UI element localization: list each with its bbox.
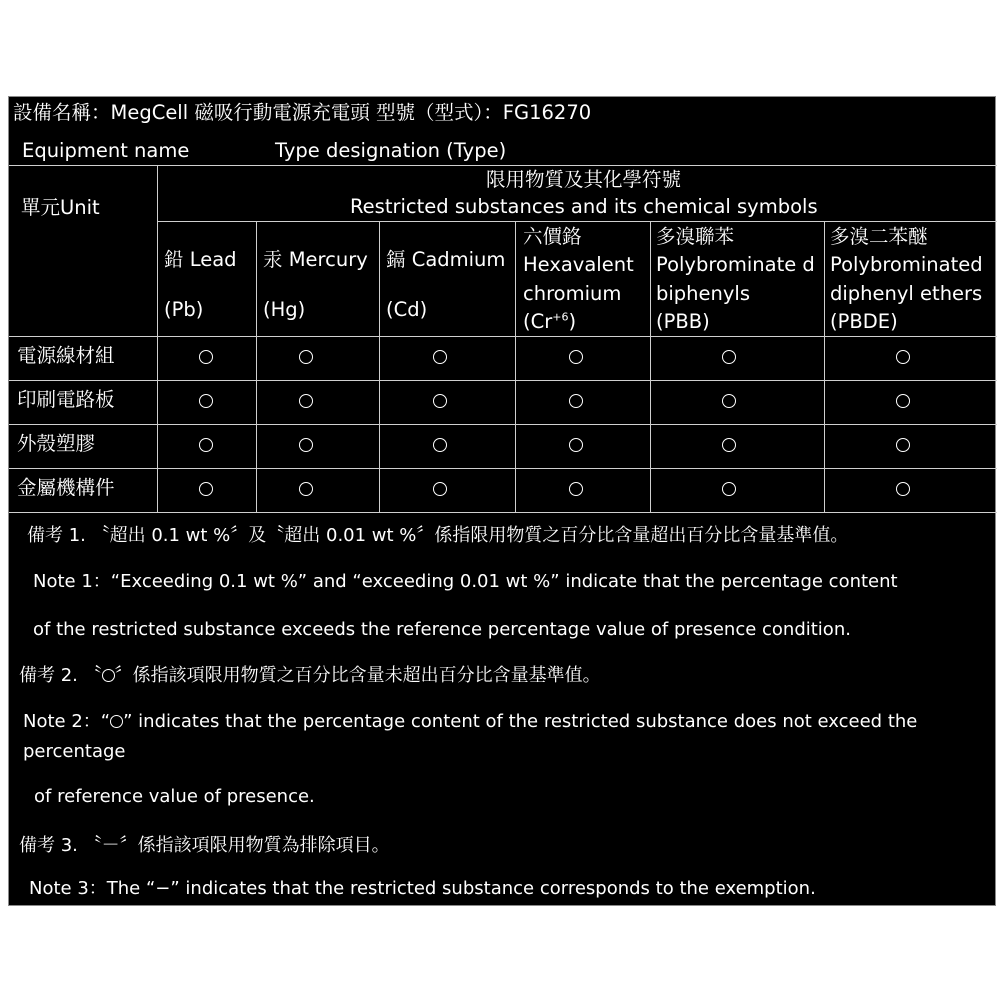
circle-mark [896, 482, 910, 496]
col-pbde-zh: 多溴二苯醚 [830, 225, 928, 248]
col-pbb-zh: 多溴聯苯 [656, 225, 735, 248]
equipment-line: 設備名稱：MegCell 磁吸行動電源充電頭 型號（型式）：FG16270 [13, 101, 592, 124]
circle-mark [433, 438, 447, 452]
grid-line [157, 165, 158, 512]
col-cadmium-label: 鎘 Cadmium [386, 248, 506, 271]
circle-mark [199, 394, 213, 408]
col-chromium-symbol: $(Cr^{+6})$ [523, 310, 577, 333]
circle-mark [569, 350, 583, 364]
circle-mark [569, 394, 583, 408]
col-pbde-line3: diphenyl ethers [830, 282, 983, 305]
col-lead-symbol: (Pb) [164, 298, 204, 321]
col-pbb-symbol: (PBB) [656, 310, 710, 333]
col-chromium-line3: chromium [523, 282, 622, 305]
circle-mark [199, 482, 213, 496]
grid-line [824, 221, 825, 512]
note2-zh: 備考 2. 〝 〞係指該項限用物質之百分比含量未超出百分比含量基準值。 [19, 665, 601, 686]
note2-en-line1: Note 2：“ ” indicates that the percentage content of the restricted substance does not exceed the [23, 711, 918, 732]
note1-zh: 備考 1. 〝超出 0.1 wt %〞及〝超出 0.01 wt %〞係指限用物質之百分比含量超出百分比含量基準值。 [27, 525, 849, 546]
circle-mark [433, 482, 447, 496]
grid-line [9, 512, 997, 513]
col-lead-label: 鉛 Lead [164, 248, 237, 271]
circle-mark [299, 438, 313, 452]
col-pbde-line2: Polybrominated [830, 253, 983, 276]
circle-mark [199, 350, 213, 364]
restricted-title-zh: 限用物質及其化學符號 [486, 168, 682, 191]
col-chromium-zh: 六價鉻 [523, 225, 582, 248]
circle-symbol-icon [110, 715, 123, 728]
equipment-name-label: Equipment name [22, 139, 190, 162]
note2-en-line2: percentage [23, 741, 126, 762]
circle-mark [722, 394, 736, 408]
row-label-plastic-case: 外殼塑膠 [17, 432, 96, 455]
circle-mark [433, 394, 447, 408]
circle-mark [433, 350, 447, 364]
unit-header: 單元Unit [21, 196, 100, 219]
col-mercury-label: 汞 Mercury [263, 248, 368, 271]
circle-mark [199, 438, 213, 452]
col-chromium-line2: Hexavalent [523, 253, 634, 276]
circle-mark [722, 438, 736, 452]
col-mercury-symbol: (Hg) [263, 298, 306, 321]
rohs-declaration [8, 96, 996, 906]
grid-line [515, 221, 516, 512]
note2-en-line3: of reference value of presence. [34, 786, 315, 807]
circle-mark [569, 482, 583, 496]
col-pbb-line2: Polybrominate d [656, 253, 815, 276]
circle-mark [722, 350, 736, 364]
row-label-power-cable: 電源線材組 [17, 344, 115, 367]
grid-line [650, 221, 651, 512]
circle-symbol-icon [102, 669, 115, 682]
note3-zh: 備考 3. 〝－〞係指該項限用物質為排除項目。 [19, 835, 390, 856]
circle-mark [896, 438, 910, 452]
circle-mark [299, 482, 313, 496]
col-cadmium-symbol: (Cd) [386, 298, 428, 321]
grid-line [379, 221, 380, 512]
col-pbde-symbol: (PBDE) [830, 310, 898, 333]
restricted-title-en: Restricted substances and its chemical symbols [350, 195, 818, 218]
grid-line [256, 221, 257, 512]
note3-en: Note 3：The “−” indicates that the restricted substance corresponds to the exemption. [29, 878, 816, 899]
note1-en-line1: Note 1：“Exceeding 0.1 wt %” and “exceeding 0.01 wt %” indicate that the percentage content [33, 571, 898, 592]
circle-mark [722, 482, 736, 496]
circle-mark [896, 350, 910, 364]
col-pbb-line3: biphenyls [656, 282, 751, 305]
row-label-metal-parts: 金屬機構件 [17, 476, 115, 499]
note1-en-line2: of the restricted substance exceeds the reference percentage value of presence condition. [33, 619, 851, 640]
circle-mark [299, 394, 313, 408]
circle-mark [569, 438, 583, 452]
row-label-pcb: 印刷電路板 [17, 388, 115, 411]
circle-mark [299, 350, 313, 364]
grid-line [157, 221, 997, 222]
type-designation-label: Type designation (Type) [275, 139, 507, 162]
circle-mark [896, 394, 910, 408]
